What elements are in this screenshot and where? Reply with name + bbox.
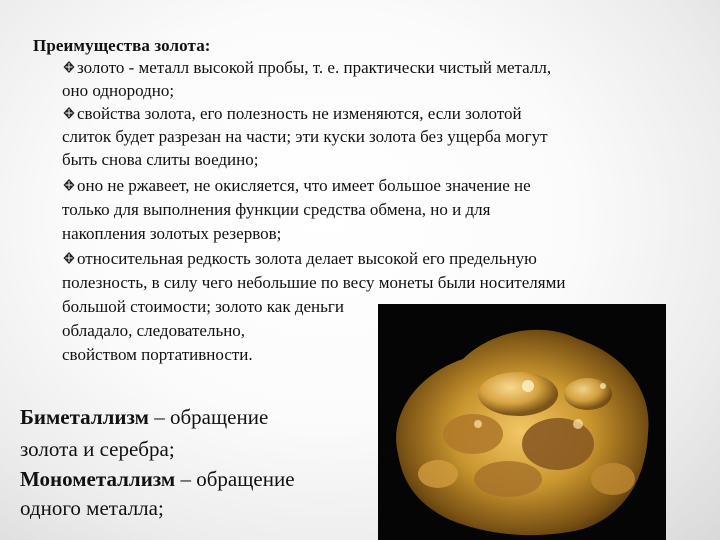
diamond-bullet-icon: [62, 60, 76, 74]
definition-line: [20, 437, 175, 462]
list-item-continuation: только для выполнения функции средства обмена, но и для: [62, 200, 491, 219]
definition-text: золота и серебра;: [20, 437, 175, 461]
list-item-continuation: быть снова слиты воедино;: [62, 150, 259, 169]
list-item-text: свойства золота, его полезность не изменяются, если золотой: [77, 104, 522, 123]
list-item: [62, 104, 522, 124]
list-item-text: золото - металл высокой пробы, т. е. практически чистый металл,: [77, 58, 552, 77]
list-item: [62, 176, 531, 196]
definition-line: [20, 467, 295, 492]
list-item-text: оно не ржавеет, не окисляется, что имеет большое значение не: [77, 176, 531, 195]
definition-text: – обращение: [148, 405, 269, 429]
slide-title: Преимущества золота:: [33, 36, 211, 55]
diamond-bullet-icon: [62, 251, 76, 265]
list-item-continuation: полезность, в силу чего небольшие по весу монеты были носителями: [62, 273, 566, 292]
definition-term: Биметаллизм: [20, 405, 149, 429]
list-item-continuation: свойством портативности.: [62, 345, 253, 364]
definition-text: одного металла;: [20, 496, 164, 520]
diamond-bullet-icon: [62, 106, 76, 120]
definition-text: – обращение: [175, 467, 295, 491]
definition-line: [20, 496, 164, 521]
definition-term: Монометаллизм: [20, 467, 176, 491]
list-item-continuation: большой стоимости; золото как деньги: [62, 297, 344, 316]
list-item: [62, 58, 551, 78]
list-item-continuation: слиток будет разрезан на части; эти куски золота без ущерба могут: [62, 127, 548, 146]
list-item-continuation: обладало, следовательно,: [62, 321, 246, 340]
list-item-continuation: накопления золотых резервов;: [62, 224, 282, 243]
gold-nugget-illustration: [378, 304, 666, 540]
list-item: [62, 249, 537, 269]
definition-line: [20, 405, 268, 430]
list-item-text: относительная редкость золота делает высокой его предельную: [77, 249, 537, 268]
list-item-continuation: оно однородно;: [62, 81, 175, 100]
gold-nugget-image: [378, 304, 666, 540]
diamond-bullet-icon: [62, 178, 76, 192]
